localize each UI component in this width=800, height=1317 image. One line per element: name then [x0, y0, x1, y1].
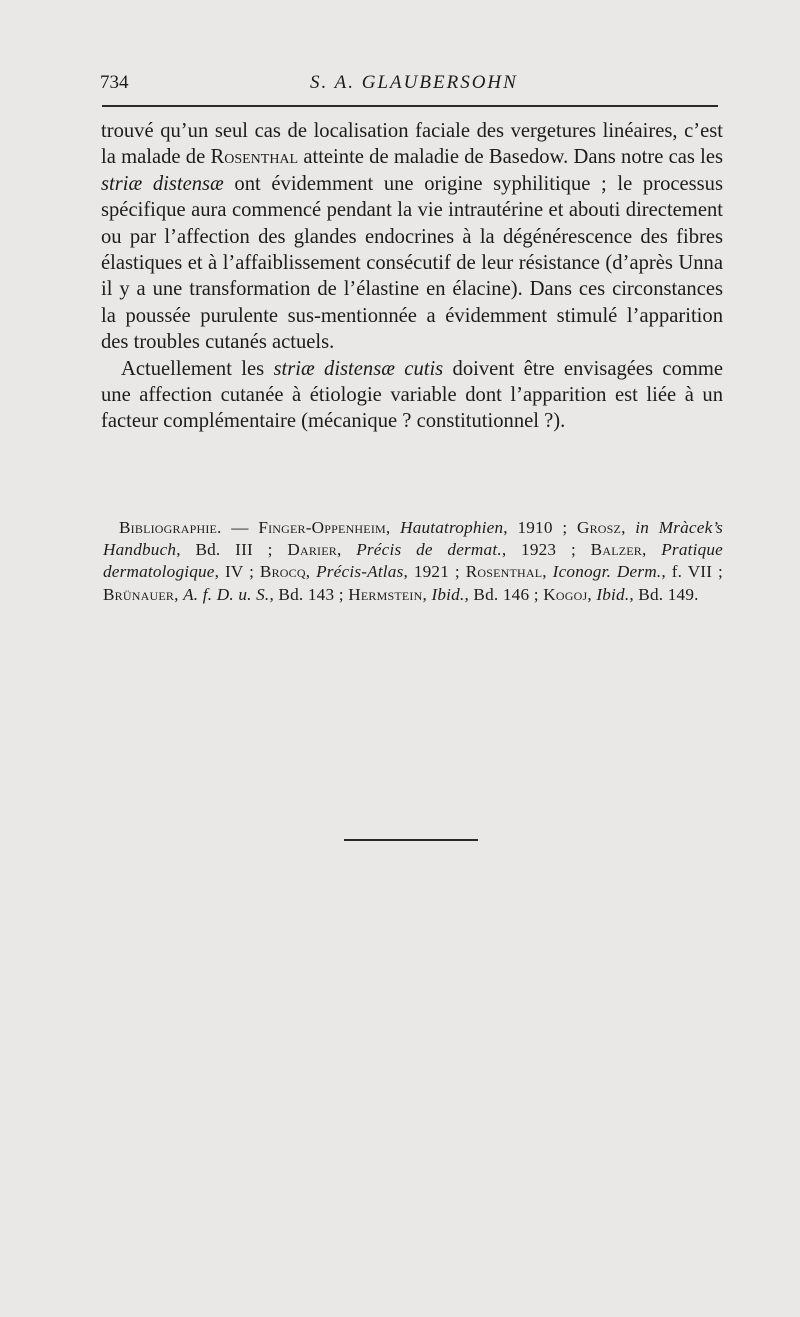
bib-work: A. f. D. u. S. [183, 584, 270, 604]
bib-work: Précis-Atlas [316, 562, 404, 582]
bib-author: Grosz [576, 518, 622, 537]
header-rule [102, 105, 718, 107]
latin-term: striæ distensæ cutis [273, 357, 444, 380]
bib-author: Finger-Oppenheim [258, 518, 386, 537]
paragraph-1: trouvé qu’un seul cas de localisation faciale des vergetures linéaires, c’est la malade de Rosenthal atteinte de maladie de Basedow. Dans notre cas les striæ distensæ ont évidemment une origine syphilitique ; le processus spécifique aura commencé pendant la vie intrautérine et abouti directement ou par l’affection des glandes endocrines à la dégénérescence des fibres élastiques et à l’affaiblissement consécutif de leur résistance (d’après Unna il y a une transformation de l’élastine en élacine). Dans ces circonstances la poussée purulente sus-mentionnée a évidemment stimulé l’apparition des troubles cutanés actuels. [101, 120, 723, 354]
bib-work: Hautatrophien [400, 518, 504, 537]
bib-author: Kogoj [543, 584, 588, 604]
bib-work: Ibid. [431, 584, 465, 604]
bib-author: Balzer [590, 540, 642, 560]
bibliography: Bibliographie. — Finger-Oppenheim, Hautatrophien, 1910 ; Grosz, in Mràcek’s Handbuch, Bd. III ; Darier, Précis de dermat., 1923 ; Balzer, Pratique dermatologique, IV ; Brocq, Précis-Atlas, 1921 ; Rosenthal, Iconogr. Derm., f. VII ; Brünauer, A. f. D. u. S., Bd. 143 ; Hermstein, Ibid., Bd. 146 ; Kogoj, Ibid., Bd. 149. [103, 518, 723, 604]
bib-work: Ibid. [596, 584, 630, 604]
bib-work: Iconogr. Derm. [552, 562, 662, 582]
bibliography-label: Bibliographie. [119, 518, 222, 537]
bib-author: Darier [287, 540, 337, 560]
bib-author: Brünauer [103, 584, 175, 604]
bib-work: Précis de dermat. [356, 540, 502, 560]
paragraph-2: Actuellement les striæ distensæ cutis doivent être envisagées comme une affection cutanée à étiologie variable dont l’apparition est liée à un facteur complémentaire (mécanique ? constitutionnel ?). [101, 357, 723, 433]
author-name: Rosenthal [210, 146, 299, 169]
running-head-title: S. A. GLAUBERSOHN [310, 72, 518, 93]
bib-author: Hermstein [348, 584, 423, 604]
bib-work: Pratique dermatologique [103, 540, 723, 582]
page-number: 734 [100, 72, 129, 93]
bib-author: Rosenthal [465, 562, 543, 582]
bib-work: in Mràcek’s Handbuch [103, 518, 723, 560]
running-head [100, 70, 720, 100]
body-text [101, 118, 723, 435]
bib-author: Brocq [259, 562, 306, 582]
end-rule [344, 839, 478, 841]
latin-term: striæ distensæ [101, 172, 224, 195]
